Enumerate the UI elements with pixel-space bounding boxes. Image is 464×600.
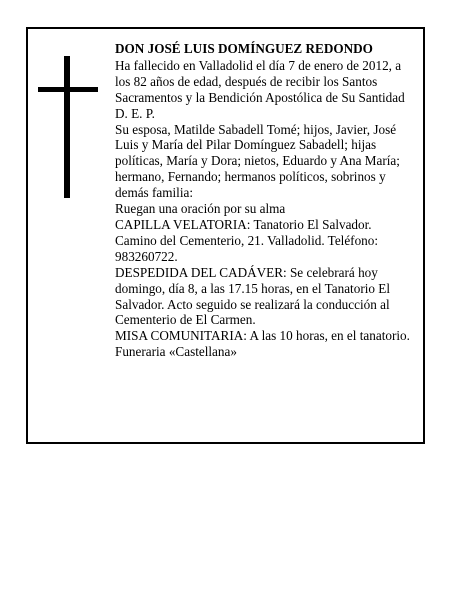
farewell-info: DESPEDIDA DEL CADÁVER: Se celebrará hoy domingo, día 8, a las 17.15 horas, en el Tanatorio El Salvador. Acto seguido se realizará la conducción al Cementerio de El Carmen. [115,264,390,328]
notice-body [115,41,415,360]
family-members: Su esposa, Matilde Sabadell Tomé; hijos, Javier, José Luis y María del Pilar Domínguez Sabadell; hijas políticas, María y Dora; nietos, Eduardo y Ana María; hermano, Fernando; hermanos políticos, sobrinos y demás familia: [115,121,400,201]
cross-icon [38,56,98,198]
cross-horizontal-bar [38,87,98,92]
mass-info: MISA COMUNITARIA: A las 10 horas, en el tanatorio. [115,328,410,344]
funeral-home: Funeraria «Castellana» [115,344,237,360]
death-announcement: Ha fallecido en Valladolid el día 7 de enero de 2012, a los 82 años de edad, después de recibir los Santos Sacramentos y la Bendición Apostólica de Su Santidad D. E. P. [115,57,405,121]
prayer-request: Ruegan una oración por su alma [115,201,286,217]
obituary-notice [26,27,425,444]
chapel-info: CAPILLA VELATORIA: Tanatorio El Salvador. Camino del Cementerio, 21. Valladolid. Teléfono: 983260722. [115,216,379,264]
deceased-name: DON JOSÉ LUIS DOMÍNGUEZ REDONDO [115,41,373,56]
cross-vertical-bar [64,56,70,198]
